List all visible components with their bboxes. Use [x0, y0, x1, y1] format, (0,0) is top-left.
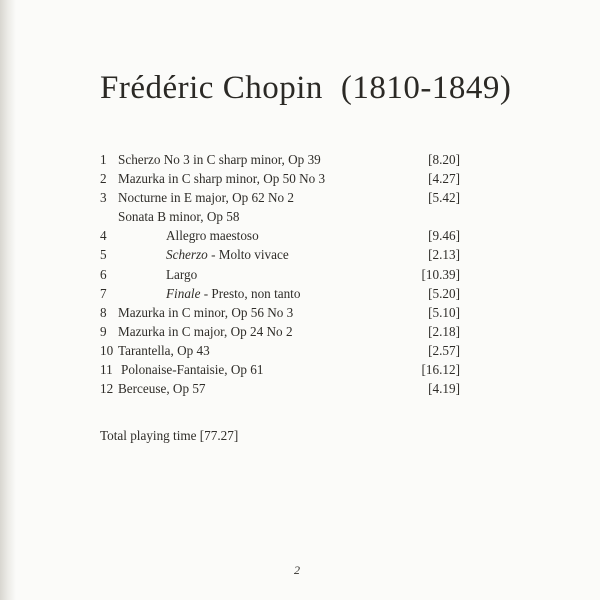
track-title: Mazurka in C minor, Op 56 No 3 — [118, 304, 294, 320]
track-list — [100, 150, 460, 398]
track-duration: [16.12] — [421, 362, 460, 378]
track-duration: [4.19] — [428, 381, 460, 397]
track-title: Mazurka in C major, Op 24 No 2 — [118, 323, 293, 339]
movement-title-italic: Scherzo — [166, 247, 208, 263]
track-duration: [8.20] — [428, 152, 460, 167]
track-number: 1 — [100, 152, 107, 167]
track-duration: [5.42] — [428, 190, 460, 206]
track-row — [100, 322, 460, 341]
track-number: 8 — [100, 304, 107, 320]
track-row — [100, 303, 460, 322]
composer-name: Frédéric Chopin — [100, 70, 323, 106]
track-title: Scherzo No 3 in C sharp minor, Op 39 — [118, 152, 321, 167]
track-duration: [2.18] — [428, 323, 460, 339]
track-row — [100, 341, 460, 360]
track-number: 5 — [100, 247, 107, 263]
track-row — [100, 379, 460, 398]
total-playing-time: Total playing time [77.27] — [100, 428, 239, 443]
track-number: 2 — [100, 171, 107, 187]
track-number: 10 — [100, 342, 114, 358]
page-title — [100, 70, 511, 107]
movement-title-italic: Finale — [166, 285, 201, 301]
movement-tempo: - Molto vivace — [207, 247, 289, 263]
track-duration: [2.57] — [428, 342, 460, 358]
track-row — [100, 284, 460, 303]
track-duration: [5.20] — [428, 285, 460, 301]
track-row — [100, 245, 460, 264]
track-row — [100, 150, 460, 169]
movement-title — [166, 245, 289, 264]
track-title: Polonaise-Fantaisie, Op 61 — [121, 362, 264, 378]
track-duration: [4.27] — [428, 171, 460, 187]
track-title: Berceuse, Op 57 — [118, 381, 206, 397]
work-heading-row — [100, 207, 460, 226]
track-number: 9 — [100, 323, 107, 339]
track-duration: [10.39] — [421, 266, 460, 282]
movement-tempo: - Presto, non tanto — [200, 285, 301, 301]
track-row — [100, 226, 460, 245]
track-row — [100, 265, 460, 284]
track-duration: [2.13] — [428, 247, 460, 263]
track-row — [100, 169, 460, 188]
track-number: 6 — [100, 266, 107, 282]
track-duration: [5.10] — [428, 304, 460, 320]
track-title: Nocturne in E major, Op 62 No 2 — [118, 190, 295, 206]
movement-title — [166, 284, 300, 303]
track-title: Tarantella, Op 43 — [118, 342, 210, 358]
work-title: Sonata B minor, Op 58 — [118, 209, 240, 225]
track-number: 4 — [100, 228, 107, 244]
movement-title: Largo — [166, 266, 198, 282]
binding-shadow — [0, 0, 16, 600]
track-row — [100, 188, 460, 207]
track-number: 11 — [100, 362, 113, 378]
track-number: 12 — [100, 381, 114, 397]
movement-title: Allegro maestoso — [166, 228, 259, 244]
composer-years: (1810-1849) — [340, 70, 512, 106]
page-number: 2 — [294, 563, 300, 577]
track-number: 7 — [100, 285, 107, 301]
track-title: Mazurka in C sharp minor, Op 50 No 3 — [118, 171, 326, 187]
track-number: 3 — [100, 190, 107, 206]
track-row — [100, 360, 460, 379]
track-duration: [9.46] — [428, 228, 460, 244]
